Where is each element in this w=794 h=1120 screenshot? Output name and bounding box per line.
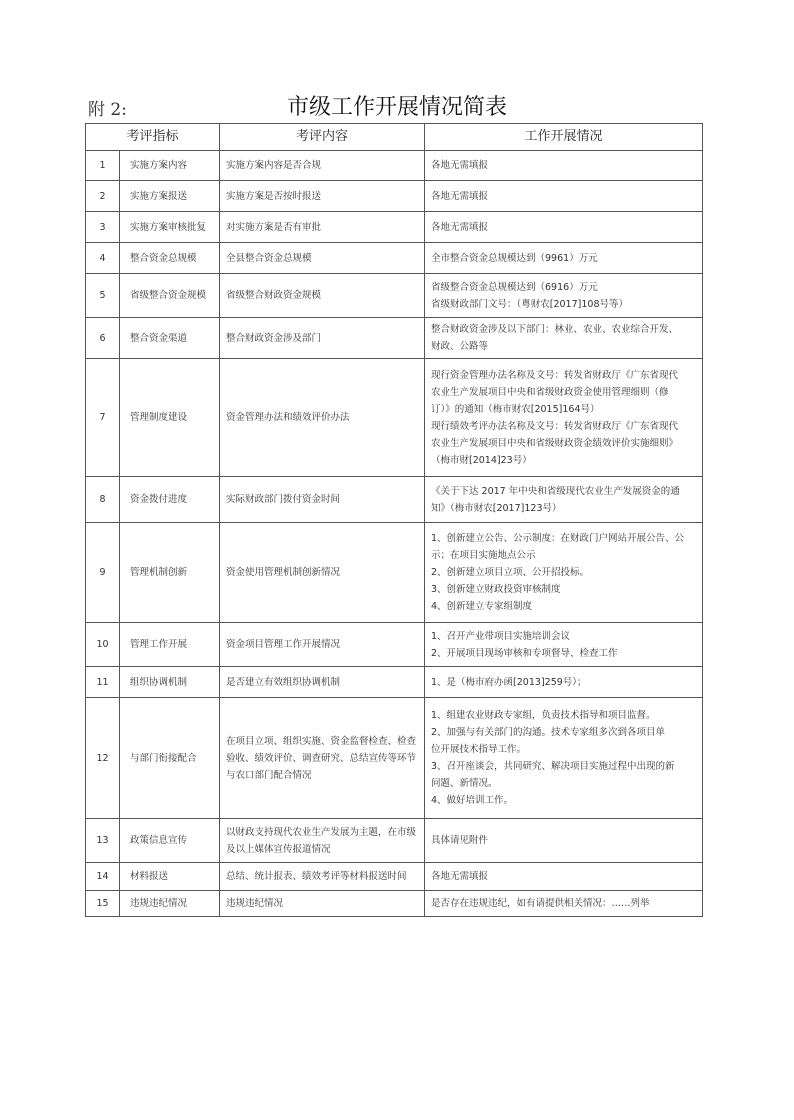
content-line: 在项目立项、组织实施、资金监督检查、检查 [226, 735, 417, 747]
content-cell: 资金项目管理工作开展情况 [220, 623, 425, 667]
status-line: 省级整合资金总规模达到（6916）万元 [431, 281, 598, 293]
status-cell [425, 477, 703, 523]
content-cell: 是否建立有效组织协调机制 [220, 667, 425, 698]
status-cell [425, 359, 703, 477]
content-cell [220, 698, 425, 819]
table-row [86, 318, 703, 359]
row-number: 3 [86, 212, 120, 243]
status-line: 现行资金管理办法名称及文号：转发省财政厅《广东省现代 [431, 369, 679, 381]
row-number: 15 [86, 891, 120, 917]
status-line: 省级财政部门文号：（粤财农[2017]108号等） [431, 298, 628, 310]
row-number: 8 [86, 477, 120, 523]
status-line: 4、做好培训工作。 [431, 795, 514, 806]
table-row [86, 698, 703, 819]
table-row [86, 891, 703, 917]
status-cell [425, 151, 703, 181]
indicator-cell: 管理制度建设 [120, 359, 220, 477]
table-row [86, 863, 703, 891]
table-row [86, 477, 703, 523]
row-number: 1 [86, 151, 120, 181]
status-line: 1、创新建立公告、公示制度：在财政门户网站开展公告、公 [431, 533, 685, 544]
table-row [86, 523, 703, 623]
indicator-cell: 省级整合资金规模 [120, 274, 220, 318]
content-line: 及以上媒体宣传报道情况 [226, 843, 331, 855]
content-cell: 对实施方案是否有审批 [220, 212, 425, 243]
attachment-label: 附 2: [88, 100, 127, 120]
table-row [86, 623, 703, 667]
indicator-cell: 整合资金渠道 [120, 318, 220, 359]
content-cell [220, 819, 425, 863]
status-line: 各地无需填报 [431, 190, 489, 202]
content-line: 验收、绩效评价、调查研究、总结宣传等环节 [226, 752, 417, 764]
status-line: 2、创新建立项目立项、公开招投标。 [431, 567, 590, 578]
content-cell: 省级整合财政资金规模 [220, 274, 425, 318]
status-cell [425, 212, 703, 243]
status-cell [425, 623, 703, 667]
indicator-cell: 实施方案内容 [120, 151, 220, 181]
status-line: 1、组建农业财政专家组，负责技术指导和项目监督。 [431, 710, 656, 721]
status-line: 2、加强与有关部门的沟通。技术专家组多次到各项目单 [431, 727, 666, 738]
status-line: 各地无需填报 [431, 221, 489, 233]
column-header-indicator: 考评指标 [86, 124, 220, 151]
content-cell: 违规违纪情况 [220, 891, 425, 917]
table-row [86, 212, 703, 243]
content-cell: 资金管理办法和绩效评价办法 [220, 359, 425, 477]
indicator-cell: 资金拨付进度 [120, 477, 220, 523]
status-line: 3、创新建立财政投资审核制度 [431, 584, 561, 595]
indicator-cell: 实施方案报送 [120, 181, 220, 212]
content-line: 以财政支持现代农业生产发展为主题，在市级 [226, 826, 417, 838]
content-cell: 实施方案是否按时报送 [220, 181, 425, 212]
status-line: 1、召开产业带项目实施培训会议 [431, 630, 571, 642]
column-header-status: 工作开展情况 [425, 124, 703, 151]
indicator-cell: 政策信息宣传 [120, 819, 220, 863]
status-line: 具体请见附件 [431, 835, 489, 846]
row-number: 10 [86, 623, 120, 667]
table-row [86, 243, 703, 274]
indicator-cell: 实施方案审核批复 [120, 212, 220, 243]
row-number: 5 [86, 274, 120, 318]
status-cell [425, 667, 703, 698]
indicator-cell: 管理工作开展 [120, 623, 220, 667]
table-row [86, 667, 703, 698]
indicator-cell: 材料报送 [120, 863, 220, 891]
row-number: 2 [86, 181, 120, 212]
status-line: 农业生产发展项目中央和省级财政资金绩效评价实施细则》 [431, 437, 679, 449]
status-line: 现行绩效考评办法名称及文号：转发省财政厅《广东省现代 [431, 420, 679, 432]
indicator-cell: 与部门衔接配合 [120, 698, 220, 819]
status-line: 位开展技术指导工作。 [431, 744, 527, 755]
content-cell: 全县整合资金总规模 [220, 243, 425, 274]
table-row [86, 181, 703, 212]
status-line: 问题、新情况。 [431, 778, 498, 789]
status-line: 3、召开座谈会，共同研究、解决项目实施过程中出现的新 [431, 761, 675, 772]
row-number: 14 [86, 863, 120, 891]
row-number: 6 [86, 318, 120, 359]
table-row [86, 819, 703, 863]
row-number: 9 [86, 523, 120, 623]
status-cell [425, 523, 703, 623]
indicator-cell: 违规违纪情况 [120, 891, 220, 917]
content-cell: 总结、统计报表、绩效考评等材料报送时间 [220, 863, 425, 891]
status-cell [425, 243, 703, 274]
row-number: 12 [86, 698, 120, 819]
status-line: 订）》的通知（梅市财农[2015]164号） [431, 403, 600, 415]
indicator-cell: 组织协调机制 [120, 667, 220, 698]
status-cell [425, 819, 703, 863]
status-line: 2、开展项目现场审核和专项督导、检查工作 [431, 647, 618, 659]
status-line: 知》（梅市财农[2017]123号） [431, 502, 562, 514]
status-line: 《关于下达 2017 年中央和省级现代农业生产发展资金的通 [431, 485, 680, 497]
status-line: 整合财政资金涉及以下部门：林业、农业、农业综合开发、 [431, 324, 679, 335]
page-title: 市级工作开展情况简表 [286, 95, 507, 120]
status-line: 各地无需填报 [431, 871, 489, 882]
column-header-content: 考评内容 [220, 124, 425, 151]
content-cell: 实际财政部门拨付资金时间 [220, 477, 425, 523]
indicator-cell: 整合资金总规模 [120, 243, 220, 274]
table-row [86, 151, 703, 181]
row-number: 7 [86, 359, 120, 477]
status-line: 农业生产发展项目中央和省级财政资金使用管理细则（修 [431, 386, 669, 398]
content-cell: 资金使用管理机制创新情况 [220, 523, 425, 623]
status-line: 各地无需填报 [431, 160, 489, 171]
content-cell: 整合财政资金涉及部门 [220, 318, 425, 359]
content-cell: 实施方案内容是否合规 [220, 151, 425, 181]
status-cell [425, 181, 703, 212]
status-line: （梅市财[2014]23号） [431, 454, 532, 466]
table-body [86, 151, 703, 917]
status-line: 4、创新建立专家组制度 [431, 601, 533, 612]
content-line: 与农口部门配合情况 [226, 769, 312, 781]
status-cell [425, 274, 703, 318]
row-number: 11 [86, 667, 120, 698]
table-row [86, 274, 703, 318]
work-summary-table [85, 123, 703, 917]
status-cell [425, 318, 703, 359]
table-header-row [86, 124, 703, 151]
status-line: 全市整合资金总规模达到（9961）万元 [431, 252, 598, 264]
status-line: 1、是（梅市府办函[2013]259号）； [431, 676, 587, 688]
status-line: 是否存在违规违纪，如有请提供相关情况：……列举 [431, 898, 650, 909]
status-cell [425, 863, 703, 891]
status-cell [425, 891, 703, 917]
status-line: 财政、公路等 [431, 341, 489, 352]
status-line: 示；在项目实施地点公示 [431, 550, 536, 561]
status-cell [425, 698, 703, 819]
row-number: 13 [86, 819, 120, 863]
row-number: 4 [86, 243, 120, 274]
table-row [86, 359, 703, 477]
indicator-cell: 管理机制创新 [120, 523, 220, 623]
